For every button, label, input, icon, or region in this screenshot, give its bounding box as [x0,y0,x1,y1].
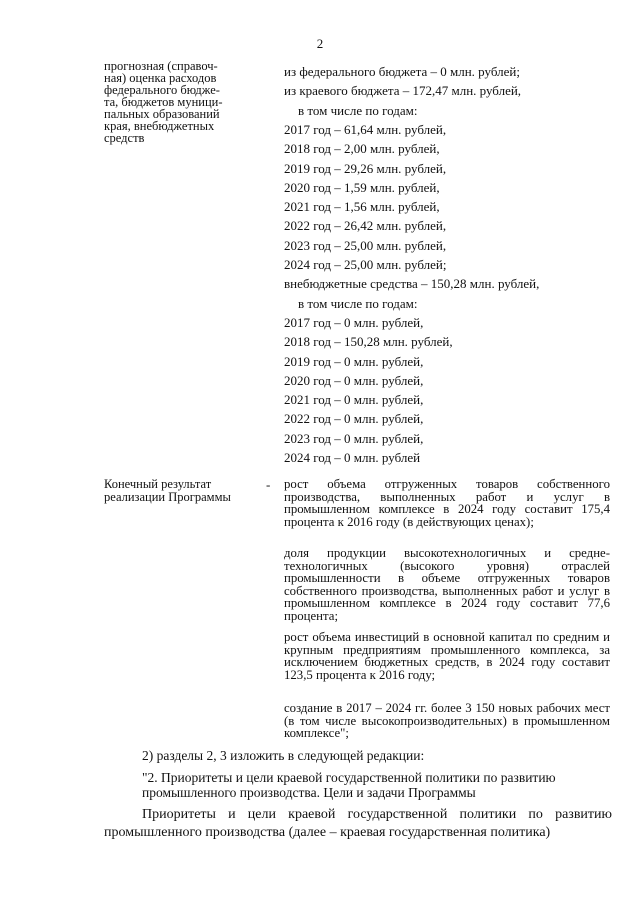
funding-line: 2020 год – 1,59 млн. рублей, [284,179,440,195]
section-heading: "2. Приоритеты и цели краевой государственной политики по развитию промышленного производства. Цели и задачи Программы [142,770,556,800]
result-dash: - [266,477,271,492]
funding-line: в том числе по годам: [298,295,418,311]
result-paragraph-3: рост объема инвестиций в основной капитал по средним и крупным предприятиям промышленного комплекса, за исключением бюджетных средств, в 2024 году составит 123,5 процента к 2016 году; [284,630,610,682]
funding-label: прогнозная (справоч- ная) оценка расходов федерального бюдже- та, бюджетов муници- пальных образований края, внебюджетных средств [104,59,223,145]
funding-line: 2017 год – 0 млн. рублей, [284,314,424,330]
page-number: 2 [316,36,324,51]
funding-line: 2018 год – 2,00 млн. рублей, [284,141,440,157]
funding-line: 2019 год – 29,26 млн. рублей, [284,160,447,176]
funding-line: из федерального бюджета – 0 млн. рублей; [284,64,520,79]
funding-line: 2021 год – 0 млн. рублей, [284,392,424,408]
funding-line: 2022 год – 26,42 млн. рублей, [284,218,447,234]
body-paragraph: Приоритеты и цели краевой государственной политики по развитию промышленного производства (далее – краевая государственная политика) [104,807,612,840]
funding-line: 2023 год – 0 млн. рублей, [284,430,424,446]
funding-line: 2019 год – 0 млн. рублей, [284,353,424,369]
funding-line: 2024 год – 25,00 млн. рублей; [284,257,447,272]
funding-line: 2017 год – 61,64 млн. рублей, [284,121,447,137]
result-label: Конечный результат реализации Программы [104,477,231,504]
funding-line: 2022 год – 0 млн. рублей, [284,411,424,427]
funding-line: 2020 год – 0 млн. рублей, [284,372,424,388]
funding-line: 2024 год – 0 млн. рублей [284,450,421,465]
funding-line: 2023 год – 25,00 млн. рублей, [284,237,447,253]
amendment-item: 2) разделы 2, 3 изложить в следующей редакции: [142,748,425,763]
funding-line: из краевого бюджета – 172,47 млн. рублей, [284,83,522,99]
funding-line: в том числе по годам: [298,102,418,118]
funding-line: 2018 год – 150,28 млн. рублей, [284,334,453,350]
result-paragraph-2: доля продукции высокотехнологичных и средне-технологичных (высокого уровня) отраслей промышленности в объеме отгруженных товаров собственного производства, выполненных работ и услуг в промышленном комплексе в 2024 году составит 77,6 процента; [284,546,610,623]
result-paragraph-1: рост объема отгруженных товаров собственного производства, выполненных работ и услуг в промышленном комплексе в 2024 году составит 175,4 процента к 2016 году (в действующих ценах); [284,477,610,529]
funding-line: 2021 год – 1,56 млн. рублей, [284,199,440,215]
result-paragraph-4: создание в 2017 – 2024 гг. более 3 150 новых рабочих мест (в том числе высокопроизводительных) в промышленном комплексе"; [284,701,610,740]
funding-line: внебюджетные средства – 150,28 млн. рублей, [284,276,540,292]
